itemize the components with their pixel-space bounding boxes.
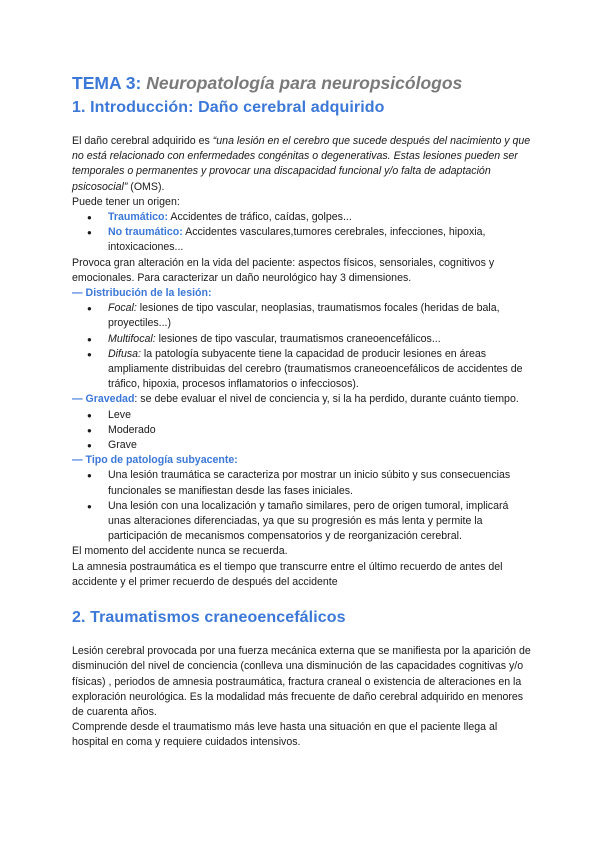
origin-text: Accidentes de tráfico, caídas, golpes... — [168, 211, 352, 224]
list-item — [72, 210, 532, 225]
list-item — [72, 347, 532, 393]
list-item — [72, 301, 532, 331]
section-1-heading: 1. Introducción: Daño cerebral adquirido — [72, 99, 385, 116]
origin-intro: Puede tener un origen: — [72, 195, 180, 208]
pathology-list — [72, 468, 532, 544]
origin-label: No traumático: — [108, 226, 183, 239]
severity-list — [72, 408, 532, 454]
intro-after: (OMS). — [127, 180, 165, 193]
origin-list — [72, 210, 532, 256]
title-lead: TEMA 3: — [72, 73, 142, 93]
list-item: ● Moderado — [72, 423, 532, 438]
document-page — [72, 72, 532, 751]
intro-before: El daño cerebral adquirido es — [72, 135, 210, 147]
list-item: ● Una lesión traumática se caracteriza por mostrar un inicio súbito y sus consecuencias funcionales se manifiestan desde las fases iniciales. — [72, 468, 532, 498]
distribution-list — [72, 301, 532, 392]
alteration-paragraph: Provoca gran alteración en la vida del paciente: aspectos físicos, sensoriales, cognitivos y emocionales. Para caracterizar un daño neurológico hay 3 dimensiones. — [72, 256, 495, 284]
list-item — [72, 225, 532, 255]
severity-paragraph — [72, 392, 532, 407]
list-item: ● Leve — [72, 408, 532, 423]
intro-paragraph — [72, 134, 532, 195]
tce-definition-paragraph: Lesión cerebral provocada por una fuerza mecánica externa que se manifiesta por la aparición de disminución del nivel de conciencia (conlleva una disminución de las capacidades cognitivas y/o físicas) , periodos de amnesia postraumática, fractura craneal o existencia de alteraciones en la exploración neurológica. Es la modalidad más frecuente de daño cerebral adquirido en menores de cuarenta años. — [72, 645, 531, 718]
origin-text: Accidentes vasculares,tumores cerebrales, infecciones, hipoxia, intoxicaciones... — [108, 226, 486, 254]
moment-paragraph: El momento del accidente nunca se recuerda. — [72, 545, 288, 558]
pathology-heading: — Tipo de patología subyacente: — [72, 454, 238, 467]
list-item — [72, 332, 532, 347]
origin-label: Traumático: — [108, 211, 169, 224]
amnesia-paragraph: La amnesia postraumática es el tiempo que transcurre entre el último recuerdo de antes del accidente y el primer recuerdo de después del accidente — [72, 560, 503, 588]
distribution-label: Focal: — [108, 302, 137, 315]
distribution-text: la patología subyacente tiene la capacidad de producir lesiones en áreas ampliamente distribuidas del cerebro (traumatismos craneoencefálicos de accidentes de tráfico, hipoxia, procesos inflamatorios o infecciosos). — [108, 347, 523, 391]
distribution-text: lesiones de tipo vascular, traumatismos craneoencefálicos... — [155, 332, 441, 345]
list-item: ● Una lesión con una localización y tamaño similares, pero de origen tumoral, implicará unas alteraciones diferenciadas, ya que su progresión es más lenta y permite la participación de mecanismos compensatorios y de reorganización cerebral. — [72, 499, 532, 545]
title-subtitle: Neuropatología para neuropsicólogos — [146, 73, 463, 93]
distribution-heading: — Distribución de la lesión: — [72, 287, 212, 300]
distribution-text: lesiones de tipo vascular, neoplasias, traumatismos focales (heridas de bala, proyectiles...) — [108, 302, 500, 330]
tce-range-paragraph: Comprende desde el traumatismo más leve hasta una situación en que el paciente llega al hospital en coma y requiere cuidados intensivos. — [72, 721, 498, 749]
document-title — [72, 72, 532, 94]
oms-quote: “una lesión en el cerebro que sucede después del nacimiento y que no está relacionado con enfermedades congénitas o degenerativas. Estas lesiones pueden ser temporales o permanentes y provocar una discapacidad funcional y/o falta de adaptación psicosocial” — [72, 135, 531, 193]
distribution-label: Multifocal: — [108, 332, 156, 345]
severity-text: : se debe evaluar el nivel de conciencia y, si la ha perdido, durante cuánto tiempo. — [134, 393, 519, 406]
distribution-label: Difusa: — [108, 347, 141, 360]
section-2-heading: 2. Traumatismos craneoencefálicos — [72, 609, 346, 627]
list-item: ● Grave — [72, 438, 532, 453]
severity-heading: — Gravedad — [72, 393, 135, 406]
